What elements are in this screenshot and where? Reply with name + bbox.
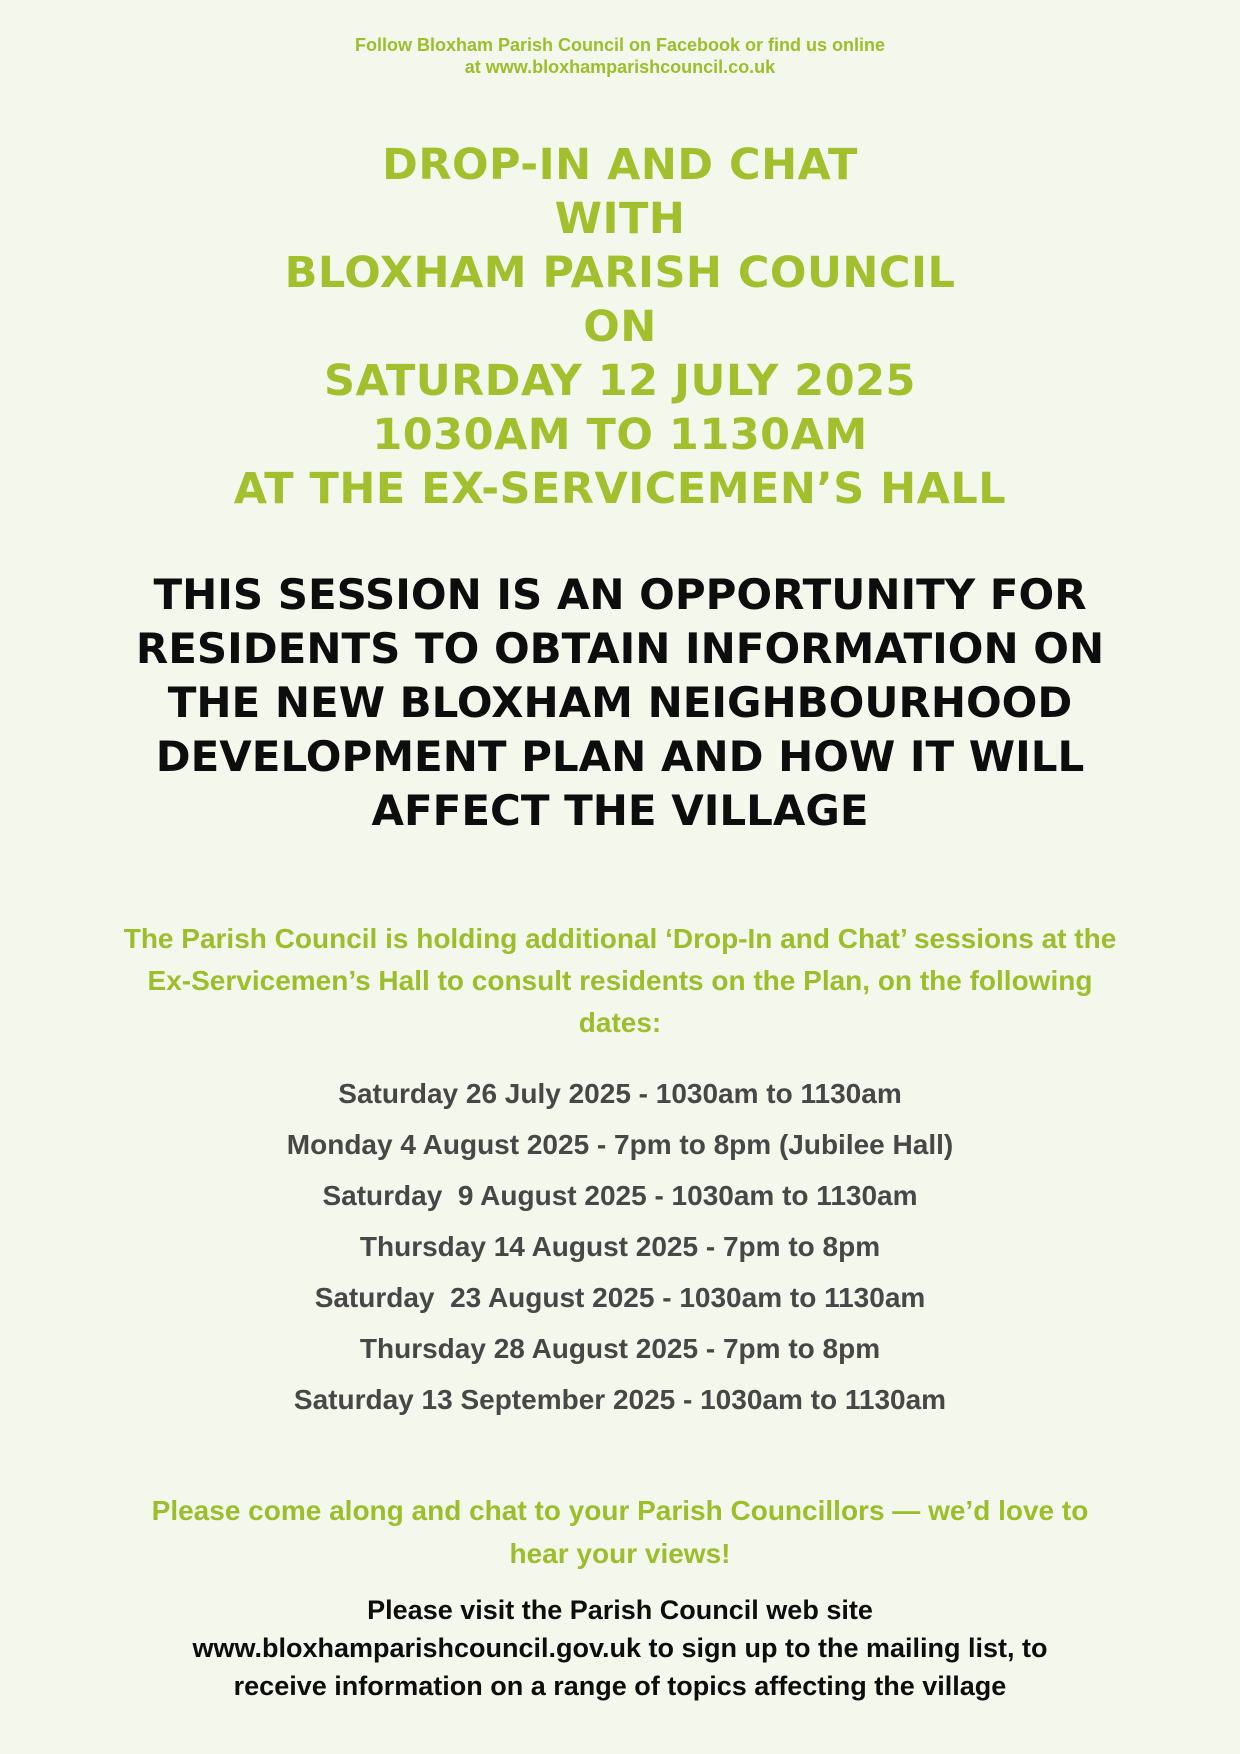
intro-line: dates: — [578, 1007, 662, 1038]
session-date-item: Thursday 28 August 2025 - 7pm to 8pm — [359, 1333, 881, 1364]
headline-line: ON — [583, 302, 657, 352]
website-signup-message — [60, 1591, 1180, 1705]
headline-line: BLOXHAM PARISH COUNCIL — [284, 248, 956, 298]
additional-sessions-intro — [100, 918, 1140, 1044]
headline-line: WITH — [554, 194, 686, 244]
session-date-item: Saturday 23 August 2025 - 1030am to 1130am — [314, 1282, 926, 1313]
session-line: THIS SESSION IS AN OPPORTUNITY FOR — [153, 570, 1087, 619]
session-date-item: Saturday 9 August 2025 - 1030am to 1130am — [322, 1180, 918, 1211]
visit-line: www.bloxhamparishcouncil.gov.uk to sign up to the mailing list, to — [192, 1633, 1048, 1663]
session-date-item: Monday 4 August 2025 - 7pm to 8pm (Jubilee Hall) — [286, 1129, 954, 1160]
visit-line: receive information on a range of topics affecting the village — [233, 1671, 1007, 1701]
session-date-item: Thursday 14 August 2025 - 7pm to 8pm — [359, 1231, 881, 1262]
session-date-item: Saturday 26 July 2025 - 1030am to 1130am — [338, 1078, 902, 1109]
session-line: AFFECT THE VILLAGE — [371, 786, 869, 835]
session-line: RESIDENTS TO OBTAIN INFORMATION ON — [135, 624, 1105, 673]
session-line: THE NEW BLOXHAM NEIGHBOURHOOD — [167, 678, 1073, 727]
session-dates-list — [0, 1068, 1240, 1425]
come-along-line: hear your views! — [509, 1538, 731, 1569]
visit-line: Please visit the Parish Council web site — [367, 1595, 873, 1625]
headline-line: AT THE EX-SERVICEMEN’S HALL — [233, 464, 1007, 514]
headline-line: 1030AM TO 1130AM — [372, 410, 868, 460]
session-description — [60, 568, 1180, 838]
headline-line: DROP-IN AND CHAT — [382, 140, 858, 190]
follow-line: Follow Bloxham Parish Council on Facebook or find us online — [354, 35, 886, 55]
follow-line: at www.bloxhamparishcouncil.co.uk — [464, 57, 776, 77]
intro-line: Ex-Servicemen’s Hall to consult residents on the Plan, on the following — [147, 965, 1093, 996]
session-date-item: Saturday 13 September 2025 - 1030am to 1130am — [293, 1384, 947, 1415]
come-along-line: Please come along and chat to your Parish Councillors — we’d love to — [151, 1495, 1089, 1526]
come-along-message — [100, 1489, 1140, 1575]
headline-line: SATURDAY 12 JULY 2025 — [324, 356, 916, 406]
event-headline — [0, 138, 1240, 516]
intro-line: The Parish Council is holding additional ‘Drop-In and Chat’ sessions at the — [123, 923, 1117, 954]
session-line: DEVELOPMENT PLAN AND HOW IT WILL — [155, 732, 1085, 781]
follow-notice — [0, 34, 1240, 78]
